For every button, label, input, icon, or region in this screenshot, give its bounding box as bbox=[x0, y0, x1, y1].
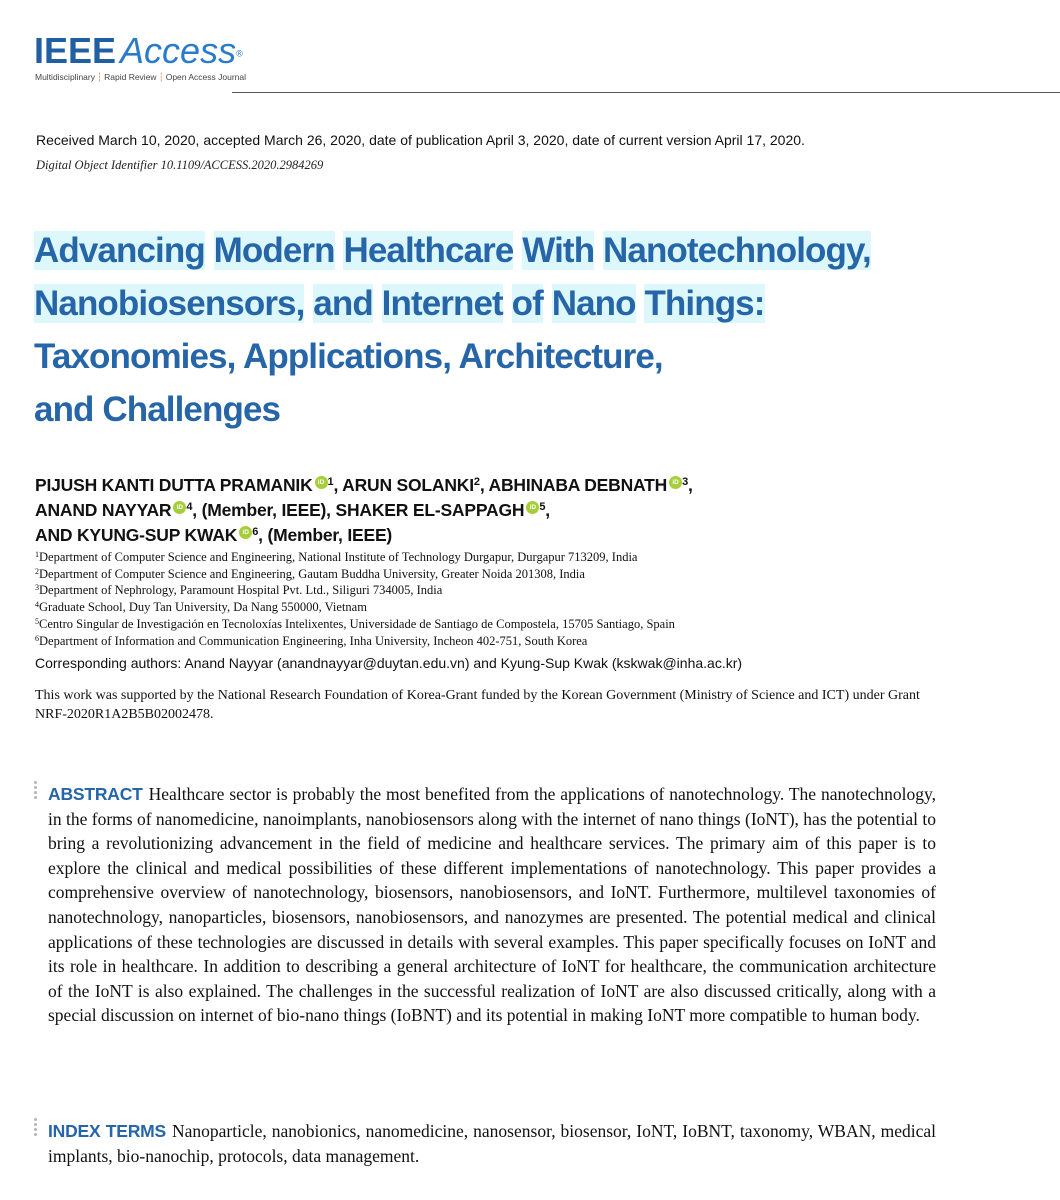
affiliation-list bbox=[35, 549, 675, 649]
affiliation-item bbox=[35, 616, 675, 633]
orcid-icon[interactable]: iD bbox=[669, 476, 682, 489]
title-word: and bbox=[313, 284, 373, 323]
title-line: Taxonomies, Applications, Architecture, bbox=[34, 337, 663, 376]
drag-handle-icon[interactable] bbox=[34, 1118, 38, 1138]
trademark-mark: ® bbox=[236, 48, 243, 59]
membership-note: , (Member, IEEE) bbox=[258, 525, 393, 545]
tagline-separator: ┆ bbox=[97, 72, 103, 82]
affiliation-ref: 4 bbox=[186, 501, 193, 513]
doi-line: Digital Object Identifier 10.1109/ACCESS.2020.2984269 bbox=[36, 158, 324, 172]
affiliation-ref: 3 bbox=[682, 476, 689, 488]
tagline-separator: ┆ bbox=[158, 72, 164, 82]
tagline-item: Multidisciplinary bbox=[35, 72, 95, 82]
affiliation-ref: 2 bbox=[473, 476, 480, 488]
affiliation-item bbox=[35, 549, 675, 566]
affiliation-ref: 6 bbox=[252, 526, 259, 538]
affiliation-item bbox=[35, 566, 675, 583]
author-name: PIJUSH KANTI DUTTA PRAMANIK bbox=[35, 475, 313, 495]
title-line: and Challenges bbox=[34, 390, 281, 429]
affiliation-ref: 5 bbox=[539, 501, 546, 513]
title-word: Nanotechnology, bbox=[603, 231, 871, 270]
title-line bbox=[34, 224, 1034, 277]
author-name: ANAND NAYYAR bbox=[35, 500, 172, 520]
journal-tagline bbox=[35, 72, 246, 83]
logo-access-text: Access bbox=[120, 30, 237, 71]
affiliation-number: 4 bbox=[35, 600, 39, 610]
title-word: Nano bbox=[551, 284, 636, 323]
paper-title bbox=[34, 224, 1034, 436]
drag-handle-icon[interactable] bbox=[34, 781, 38, 801]
affiliation-number: 1 bbox=[35, 550, 39, 559]
received-dates: Received March 10, 2020, accepted March 26, 2020, date of publication April 3, 2020, date of current version April 17, 2020. bbox=[36, 132, 805, 148]
orcid-icon[interactable]: iD bbox=[173, 501, 186, 514]
affiliation-text: Department of Information and Communication Engineering, Inha University, Incheon 402-751, South Korea bbox=[39, 633, 588, 648]
ieee-access-logo bbox=[34, 30, 243, 72]
affiliation-text: Department of Computer Science and Engineering, National Institute of Technology Durgapur, Durgapur 713209, India bbox=[39, 550, 638, 564]
title-line bbox=[34, 277, 1034, 330]
author-list bbox=[35, 473, 1035, 548]
funding-statement: This work was supported by the National Research Foundation of Korea-Grant funded by the Korean Government (Ministry of Science and ICT) under Grant NRF-2020R1A2B5B02002478. bbox=[35, 688, 920, 722]
abstract-text: Healthcare sector is probably the most benefited from the applications of nanotechnology. The nanotechnology, in the forms of nanomedicine, nanoimplants, nanobiosensors along with the internet of nano things (IoNT), has the potential to bring a revolutionizing advancement in the field of medicine and healthcare services. The primary aim of this paper is to explore the clinical and medical possibilities of these different implementations of nanotechnology. This paper provides a comprehensive overview of nanotechnology, biosensors, nanobiosensors, and IoNT. Furthermore, multilevel taxonomies of nanotechnology, nanoparticles, biosensors, nanobiosensors, and nanozymes are presented. The potential medical and clinical applications of these technologies are discussed in details with several examples. This paper specifically focuses on IoNT and its role in healthcare. In addition to describing a general architecture of IoNT for healthcare, the communication architecture of the IoNT is also explained. The challenges in the successful realization of IoNT are also discussed critically, along with a special discussion on internet of bio-nano things (IoBNT) and its potential in making IoNT more compatible to human body. bbox=[48, 784, 936, 1026]
title-word: Modern bbox=[213, 231, 335, 270]
author-prefix: AND bbox=[35, 525, 77, 545]
tagline-item: Rapid Review bbox=[104, 72, 157, 82]
title-word: Nanobiosensors, bbox=[34, 284, 305, 323]
index-terms-text: Nanoparticle, nanobionics, nanomedicine, nanosensor, biosensor, IoNT, IoBNT, taxonomy, WBAN, medical implants, bio-nanochip, protocols, data management. bbox=[48, 1121, 936, 1166]
orcid-icon[interactable]: iD bbox=[239, 526, 252, 539]
author-name: KYUNG-SUP KWAK bbox=[76, 525, 238, 545]
affiliation-number: 2 bbox=[35, 566, 39, 576]
author-name: ARUN SOLANKI bbox=[342, 475, 474, 495]
index-terms-section bbox=[48, 1119, 936, 1168]
title-word: of bbox=[511, 284, 543, 323]
affiliation-number: 6 bbox=[35, 633, 39, 643]
journal-header bbox=[0, 0, 1060, 95]
affiliation-ref: 1 bbox=[327, 476, 334, 488]
affiliation-text: Centro Singular de Investigación en Tecnoloxías Intelixentes, Universidade de Santiago de Compostela, 15705 Santiago, Spain bbox=[39, 616, 675, 631]
abstract-section bbox=[48, 782, 936, 1028]
affiliation-item bbox=[35, 599, 675, 616]
affiliation-item bbox=[35, 582, 675, 599]
affiliation-text: Graduate School, Duy Tan University, Da Nang 550000, Vietnam bbox=[39, 600, 367, 615]
author-line bbox=[35, 523, 1035, 548]
affiliation-text: Department of Nephrology, Paramount Hospital Pvt. Ltd., Siliguri 734005, India bbox=[39, 583, 443, 598]
affiliation-number: 5 bbox=[35, 616, 39, 626]
abstract-label: ABSTRACT bbox=[48, 784, 143, 804]
title-word: With bbox=[522, 231, 595, 270]
logo-ieee-text: IEEE bbox=[34, 30, 117, 71]
index-terms-label: INDEX TERMS bbox=[48, 1121, 166, 1141]
tagline-item: Open Access Journal bbox=[165, 72, 247, 82]
title-word: Healthcare bbox=[343, 231, 514, 270]
affiliation-item bbox=[35, 633, 675, 650]
orcid-icon[interactable]: iD bbox=[526, 501, 539, 514]
membership-note: , (Member, IEEE), bbox=[192, 500, 336, 520]
orcid-icon[interactable]: iD bbox=[315, 476, 328, 489]
affiliation-number: 3 bbox=[35, 583, 39, 593]
affiliation-text: Department of Computer Science and Engineering, Gautam Buddha University, Greater Noida 201308, India bbox=[39, 566, 585, 581]
title-word: Advancing bbox=[34, 231, 205, 270]
title-word: Internet bbox=[381, 284, 503, 323]
author-line: ANAND NAYYAR iD $^4$, (Member, IEEE), SHAKER EL-SAPPAGH iD $^5$, bbox=[35, 500, 550, 520]
corresponding-authors: Corresponding authors: Anand Nayyar (anandnayyar@duytan.edu.vn) and Kyung-Sup Kwak (kskwak@inha.ac.kr) bbox=[35, 655, 743, 671]
author-name: ABHINABA DEBNATH bbox=[488, 475, 668, 495]
author-name: SHAKER EL-SAPPAGH bbox=[335, 500, 525, 520]
title-word: Things: bbox=[644, 284, 765, 323]
author-line: PIJUSH KANTI DUTTA PRAMANIK iD $^1$, ARUN SOLANKI$^2$, ABHINABA DEBNATH iD $^3$, bbox=[35, 475, 693, 495]
header-rule bbox=[232, 92, 1060, 93]
